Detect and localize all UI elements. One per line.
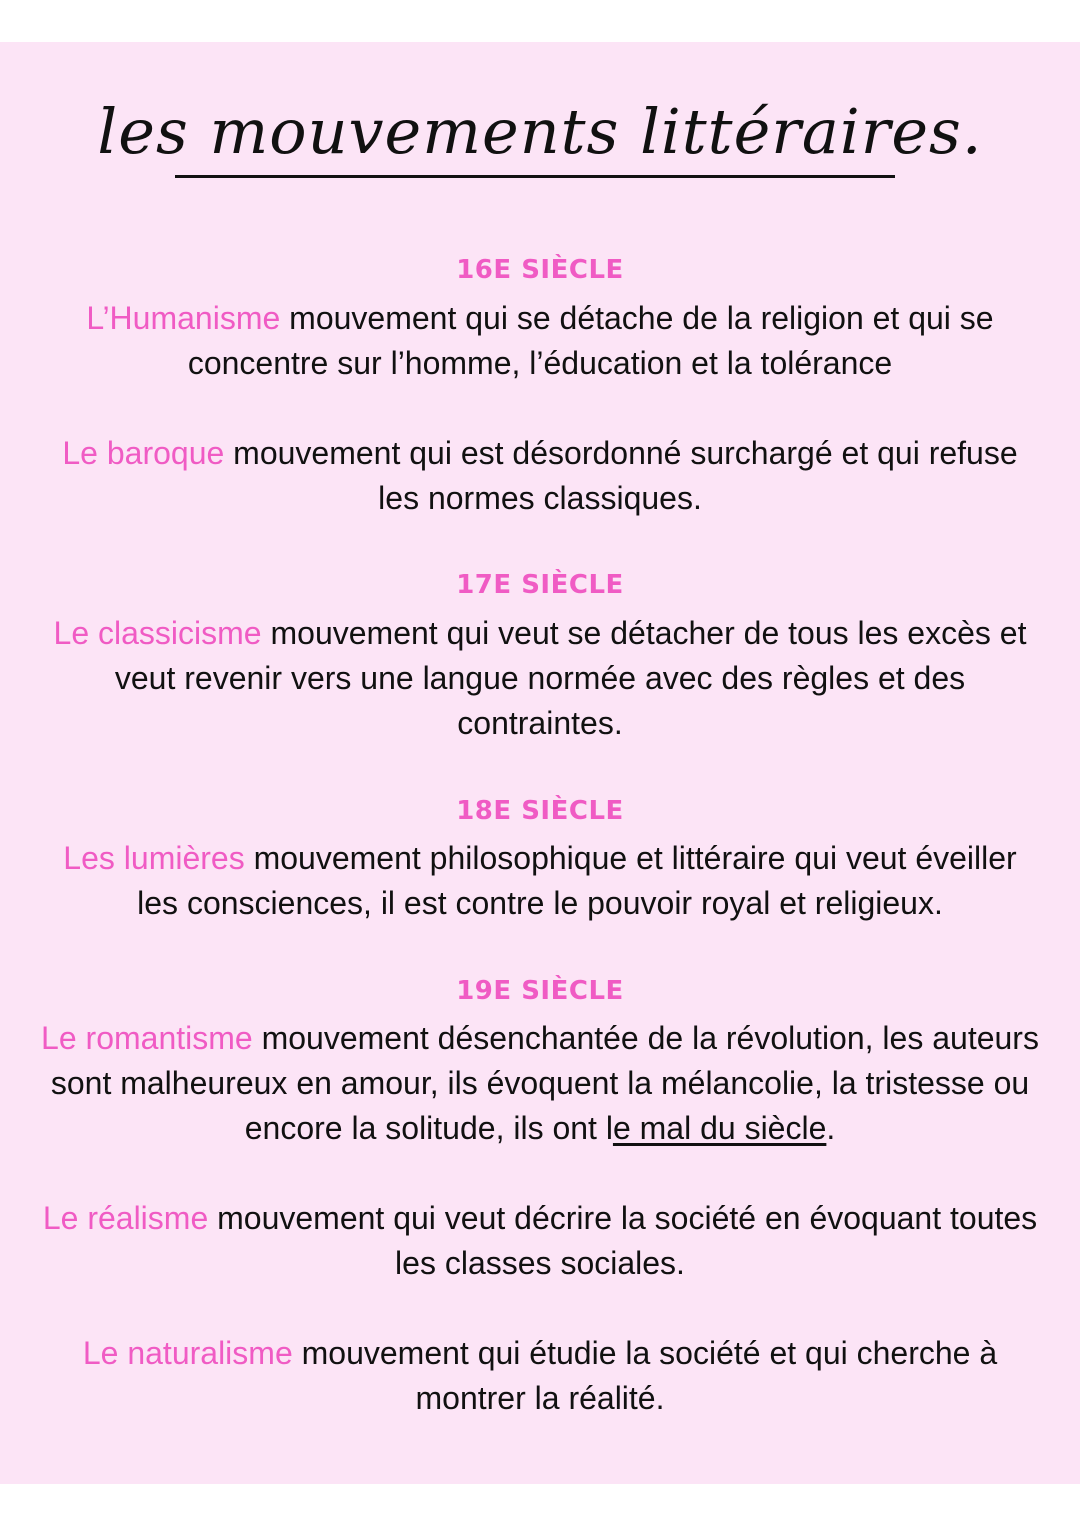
entry-realisme bbox=[40, 1196, 1040, 1286]
century-heading-17: 17E SIÈCLE bbox=[456, 570, 624, 600]
entry-romantisme bbox=[40, 1016, 1040, 1151]
page-title bbox=[0, 95, 1080, 205]
definition-romantisme: mouvement désenchantée de la révolution, les auteurs sont malheureux en amour, ils évoquent la mélancolie, la tristesse ou encore la solitude, ils ont l bbox=[50, 1020, 1039, 1146]
definition-humanisme: mouvement qui se détache de la religion et qui se concentre sur l’homme, l’éducation et la tolérance bbox=[187, 300, 994, 381]
entry-humanisme bbox=[40, 296, 1040, 386]
entry-naturalisme bbox=[40, 1331, 1040, 1421]
definition-lumieres: mouvement philosophique et littéraire qui veut éveiller les consciences, il est contre le pouvoir royal et religieux. bbox=[137, 840, 1017, 921]
term-classicisme: Le classicisme bbox=[53, 615, 262, 651]
definition-naturalisme: mouvement qui étudie la société et qui cherche à montrer la réalité. bbox=[301, 1335, 998, 1416]
term-romantisme: Le romantisme bbox=[41, 1020, 253, 1056]
term-humanisme: L’Humanisme bbox=[86, 300, 281, 336]
term-naturalisme: Le naturalisme bbox=[82, 1335, 293, 1371]
mal-du-siecle-underlined: e mal du siècle bbox=[612, 1110, 827, 1146]
term-realisme: Le réalisme bbox=[42, 1200, 209, 1236]
term-baroque: Le baroque bbox=[62, 435, 225, 471]
page-title-text: les mouvements littéraires. bbox=[97, 95, 983, 168]
definition-realisme: mouvement qui veut décrire la société en évoquant toutes les classes sociales. bbox=[217, 1200, 1038, 1281]
entry-classicisme bbox=[40, 611, 1040, 746]
title-underline bbox=[175, 175, 895, 178]
century-heading-19: 19E SIÈCLE bbox=[456, 976, 624, 1006]
definition-baroque: mouvement qui est désordonné surchargé et qui refuse les normes classiques. bbox=[233, 435, 1018, 516]
century-heading-18: 18E SIÈCLE bbox=[456, 796, 624, 826]
definition-classicisme: mouvement qui veut se détacher de tous les excès et veut revenir vers une langue normée avec des règles et des contraintes. bbox=[114, 615, 1027, 741]
definition-romantisme-end: . bbox=[826, 1110, 836, 1146]
century-heading-16: 16E SIÈCLE bbox=[456, 255, 624, 285]
entry-lumieres bbox=[40, 836, 1040, 926]
term-lumieres: Les lumières bbox=[63, 840, 245, 876]
entry-baroque bbox=[40, 431, 1040, 521]
